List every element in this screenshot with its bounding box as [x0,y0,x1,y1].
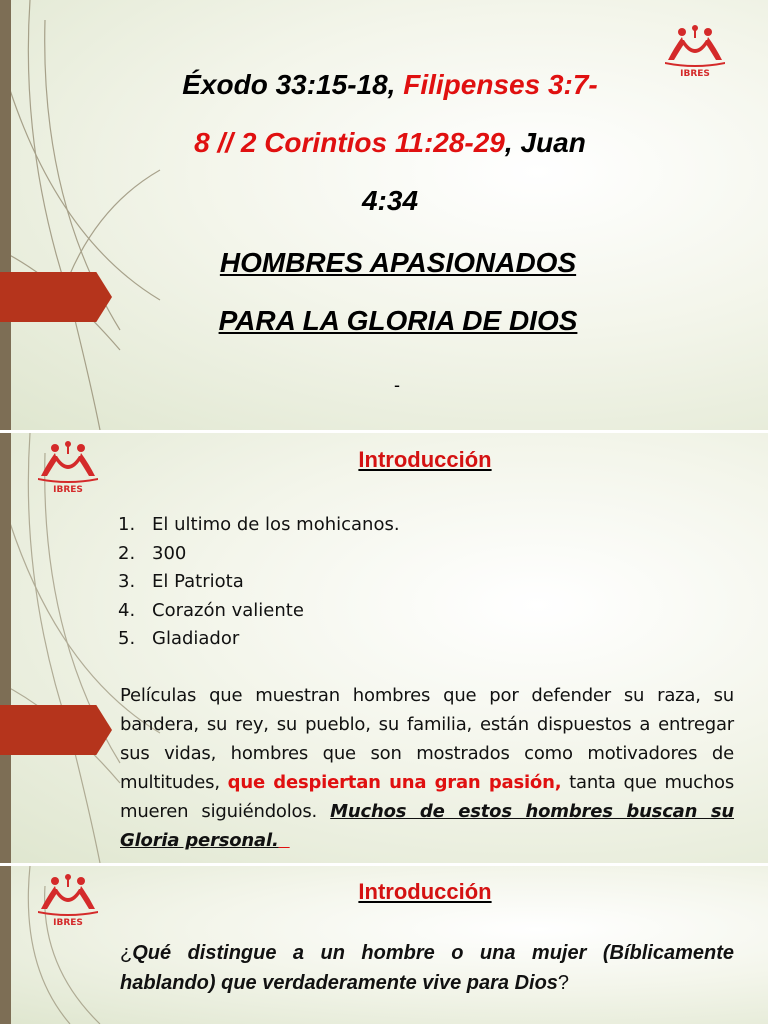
arrow-tab [0,272,112,322]
sermon-heading-line-1: HOMBRES APASIONADOS [219,247,577,278]
left-bar [0,866,11,1024]
slide-2 [0,433,768,863]
para-red-text: que despiertan una gran pasión, [227,772,562,793]
movie-list [118,511,400,654]
intro-heading: Introducción [358,879,492,904]
para-trail [279,830,290,851]
title-part-2: Filipenses 3:7- [403,69,598,100]
title-part-3: 8 // 2 Corintios 11:28-29 [194,127,505,158]
question-close: ? [557,972,570,994]
title-part-5: 4:34 [361,185,419,216]
ibres-logo-icon [33,436,103,496]
sermon-heading-line-2: PARA LA GLORIA DE DIOS [218,305,578,336]
para-text-2: tanta que muchos mueren siguiéndolos. [120,772,734,822]
question-open: ¿ [120,942,133,964]
scripture-title [150,56,630,230]
list-item: 5. Gladiador [118,628,240,650]
list-item: 4. Corazón valiente [118,599,304,621]
para-emphasis: Muchos de estos hombres buscan su Gloria personal. [120,801,735,851]
intro-paragraph [120,681,734,855]
dash-mark: - [394,375,400,395]
logo-text: IBRES [680,69,710,79]
left-bar [0,433,11,863]
para-text-1: Películas que muestran hombres que por defender su raza, su bandera, su rey, su pueblo, su familia, están dispuestos a entregar sus vidas, hombres que son mostrados como motivadores de multitudes, [120,685,734,793]
list-item: 2. 300 [118,542,187,564]
ibres-logo-icon [33,869,103,929]
list-item: 3. El Patriota [118,571,244,593]
intro-heading: Introducción [358,447,492,472]
ibres-logo-icon [660,20,730,80]
slide-3 [0,866,768,1024]
title-part-4: , Juan [504,127,586,158]
question-text [120,938,734,998]
arrow-tab [0,705,112,755]
title-part-1: Éxodo 33:15-18, [182,69,404,100]
question-bold: Qué distingue a un hombre o una mujer (Bíblicamente hablando) que verdaderamente vive para Dios [120,942,734,994]
left-bar [0,0,11,430]
list-item: 1. El ultimo de los mohicanos. [118,514,400,535]
logo-text: IBRES [53,485,83,495]
slide-1 [0,0,768,430]
logo-text: IBRES [53,918,83,928]
